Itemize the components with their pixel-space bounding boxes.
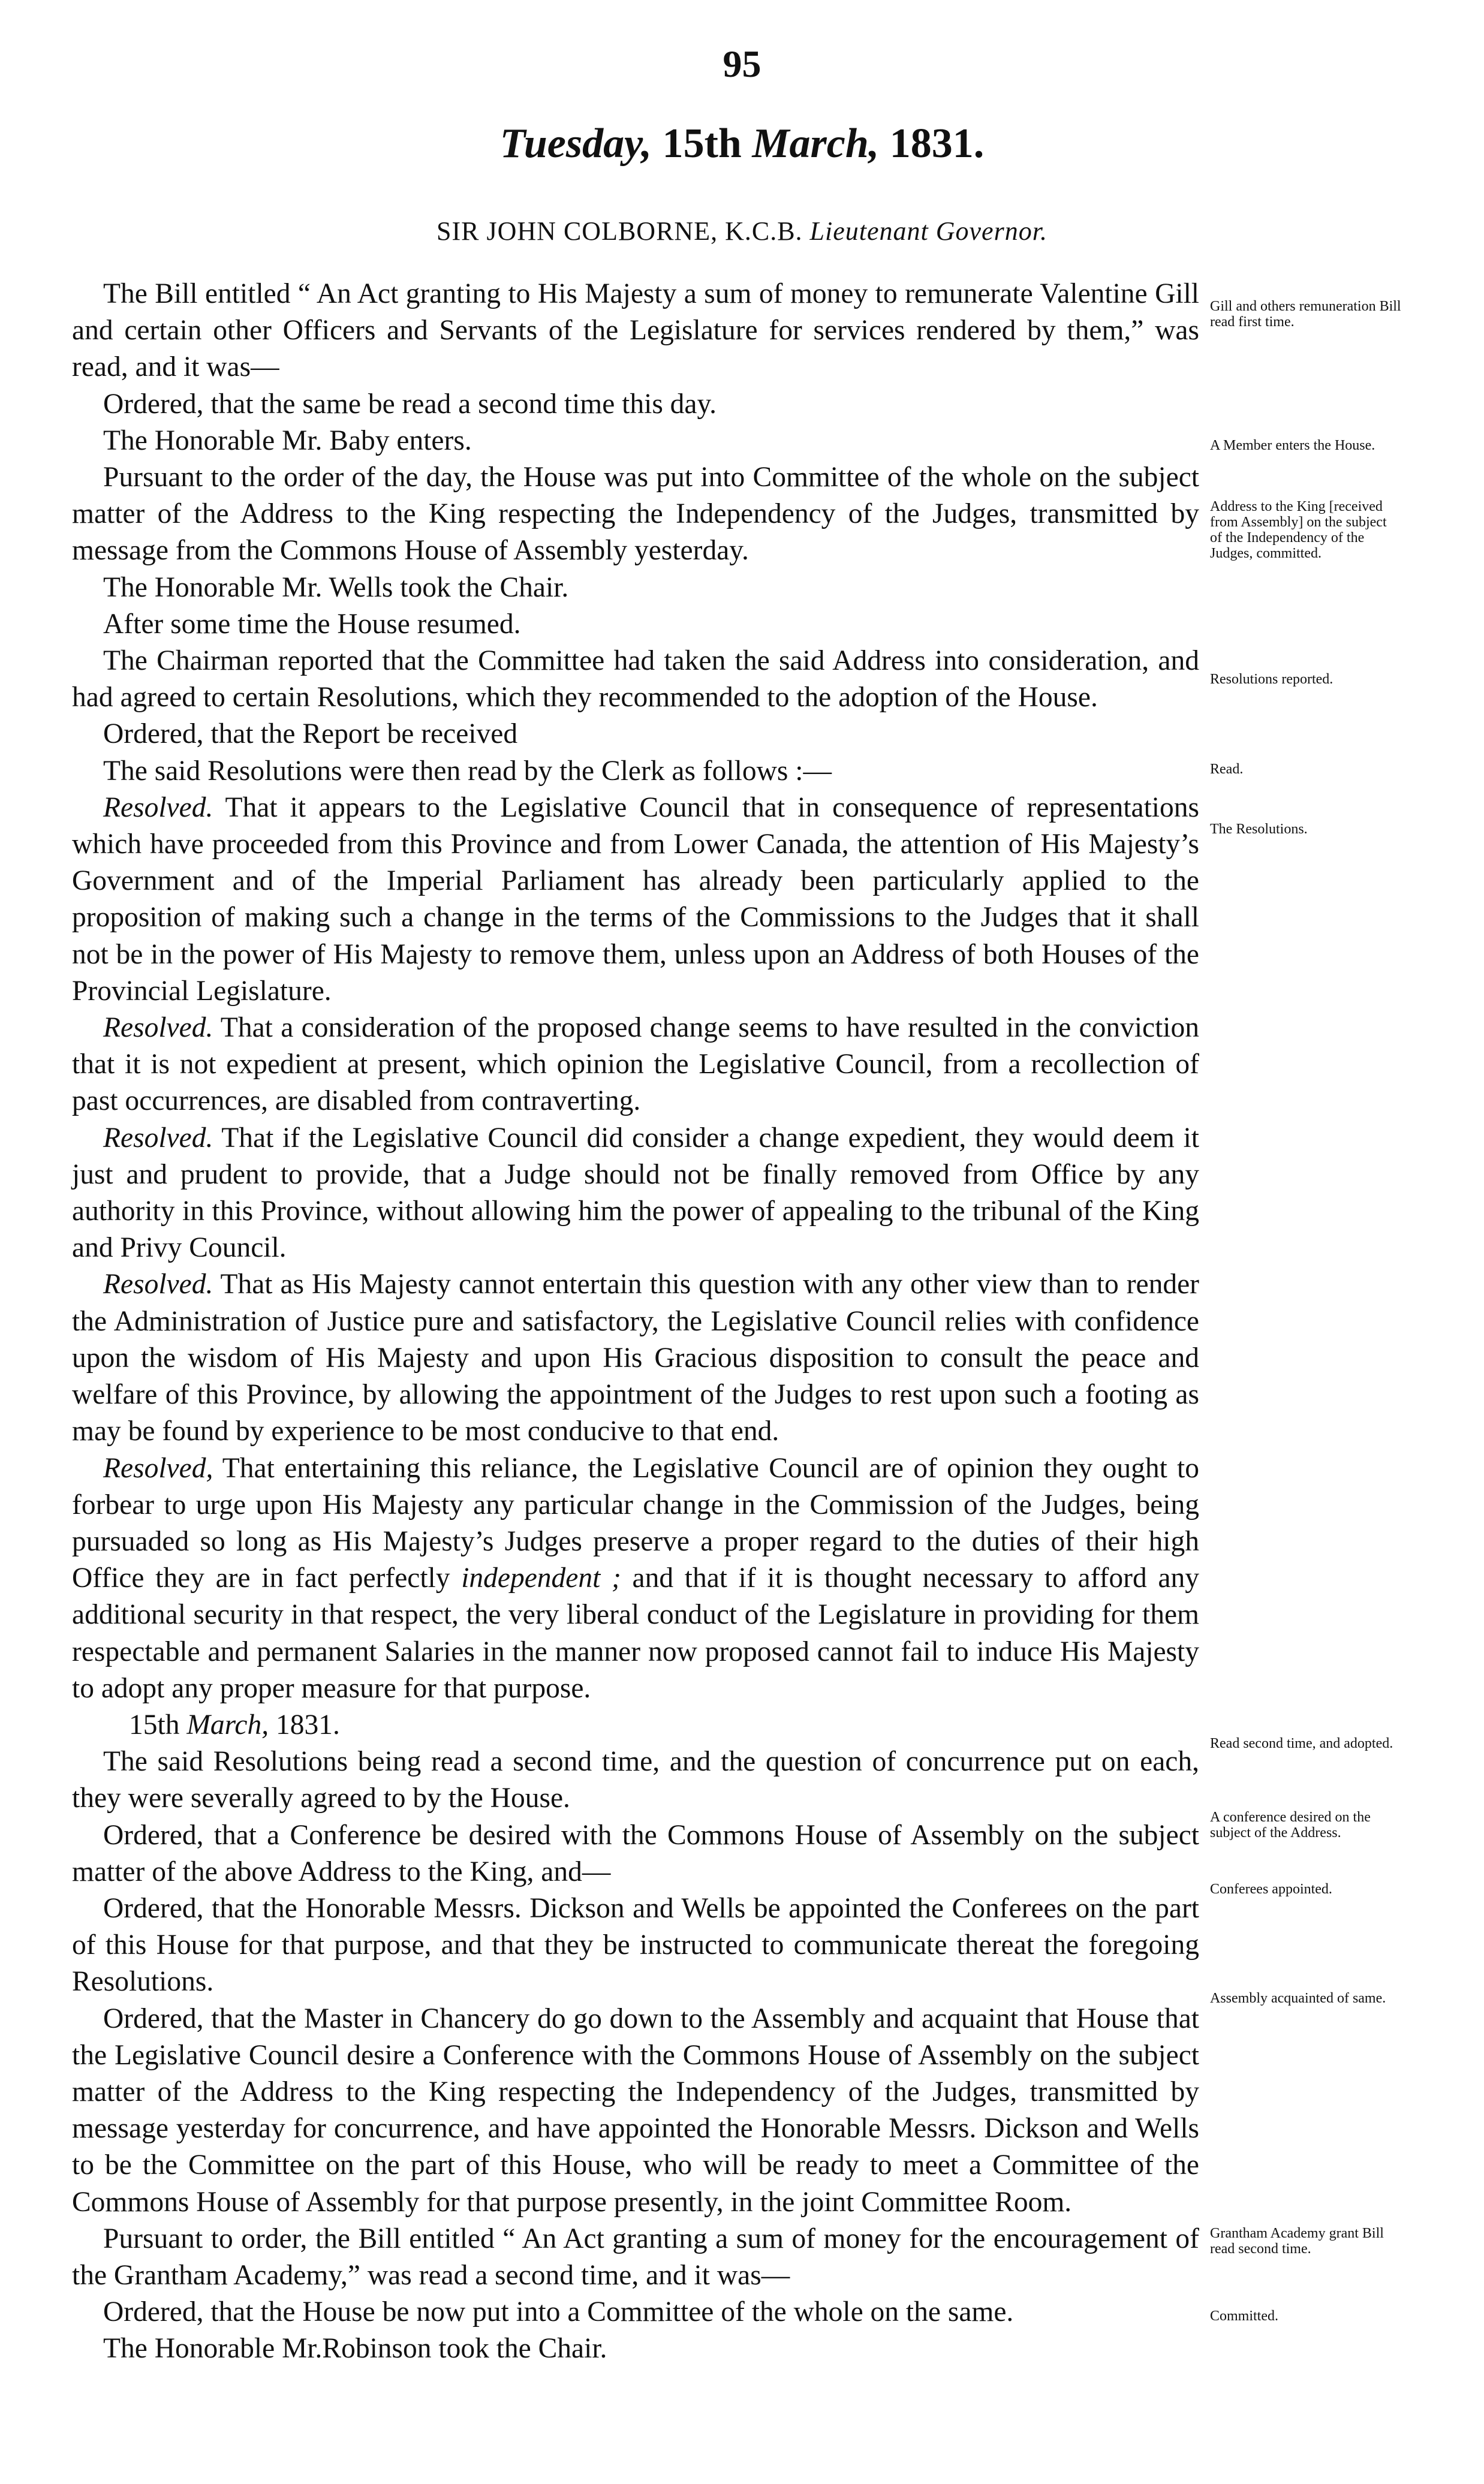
resolution-text: and that if it is thought necessary to afford any additional security in that respect, the very liberal conduct of the Legislature in providing for them respectable and permanent Salaries in the manner now proposed cannot fail to induce His Majesty to adopt any proper measure for that purpose.: [72, 1562, 1199, 1704]
date-heading-month: March,: [752, 121, 880, 167]
governor-title: Lieutenant Governor.: [809, 216, 1047, 246]
margin-note-committed: Committed.: [1210, 2308, 1278, 2324]
resolutions-date-prefix: 15th: [129, 1709, 187, 1741]
paragraph-chair: The Honorable Mr. Wells took the Chair.: [103, 571, 569, 603]
date-heading-year: 1831.: [879, 121, 985, 167]
resolution-emphasis: independent ;: [461, 1562, 621, 1594]
paragraph-assembly-acquainted: Ordered, that the Master in Chancery do go down to the Assembly and acquaint that House that the Legislative Council desire a Conference with the Commons House of Assembly on the subject matter of the Address to the King respecting the Independency of the Judges, transmitted by message yesterday for concurrence, and have appointed the Honorable Messrs. Dickson and Wells to be the Committee on the part of this House, who will be ready to meet a Committee of the Commons House of Assembly for that purpose presently, in the joint Committee Room.: [72, 2003, 1199, 2218]
paragraph-grantham-bill: Pursuant to order, the Bill entitled “ An Act granting a sum of money for the encouragement of the Grantham Academy,” was read a second time, and it was—: [72, 2223, 1199, 2291]
resolution-5: [72, 1450, 1199, 1707]
paragraph-conference-desired: Ordered, that a Conference be desired with the Commons House of Assembly on the subject matter of the above Address to the King, and—: [72, 1819, 1199, 1887]
governor-name: SIR JOHN COLBORNE, K.C.B.: [437, 216, 810, 246]
resolution-label: Resolved.: [103, 1269, 213, 1300]
date-heading-date: 15th: [652, 121, 752, 167]
resolution-1: [72, 790, 1199, 1010]
resolution-text: That it appears to the Legislative Council that in consequence of representations which have proceeded from this Province and from Lower Canada, the attention of His Majesty’s Government and of the Imperial Parliament has already been particularly applied to the proposition of making such a change in the terms of the Commissions to the Judges that it shall not be in the power of His Majesty to remove them, unless upon an Address of both Houses of the Provincial Legislature.: [72, 791, 1199, 1007]
resolution-text: That entertaining this reliance, the Legislative Council are of opinion they ought to forbear to urge upon His Majesty any particular change in the Commission of the Judges, being pursuaded so long as His Majesty’s Judges preserve a proper regard to the duties of their high Office they are in fact perfectly: [72, 1452, 1199, 1594]
paragraph-committee-of-whole: Pursuant to the order of the day, the House was put into Committee of the whole on the subject matter of the Address to the King respecting the Independency of the Judges, transmitted by message from the Commons House of Assembly yesterday.: [72, 462, 1199, 567]
paragraph-chairman-report: The Chairman reported that the Committee had taken the said Address into consideration, and had agreed to certain Resolutions, which they recommended to the adoption of the House.: [72, 645, 1199, 713]
margin-note-address-committed: Address to the King [received from Assembly] on the subject of the Independency of the Judges, committed.: [1210, 499, 1387, 561]
resolution-label: Resolved.: [103, 791, 213, 823]
resolutions-date-month: March,: [186, 1709, 269, 1741]
margin-note-grantham-bill: Grantham Academy grant Bill read second time.: [1210, 2226, 1384, 2257]
margin-note-conferees: Conferees appointed.: [1210, 1881, 1332, 1897]
paragraph-report-received: Ordered, that the Report be received: [103, 718, 518, 750]
resolution-3: [72, 1120, 1199, 1267]
margin-note-resolutions-reported: Resolutions reported.: [1210, 672, 1334, 687]
paragraph-resolutions-read: The said Resolutions were then read by the Clerk as follows :—: [103, 755, 832, 787]
paragraph-order-second-reading: Ordered, that the same be read a second time this day.: [103, 388, 717, 420]
body-column: [72, 276, 1199, 2368]
resolutions-date-year: 1831.: [269, 1709, 340, 1741]
paragraph-gill-bill: The Bill entitled “ An Act granting to His Majesty a sum of money to remunerate Valentine Gill and certain other Officers and Servants of the Legislature for services rendered by them,” was read, and it was—: [72, 278, 1199, 383]
paragraph-house-resumed: After some time the House resumed.: [103, 608, 521, 640]
page-number: 95: [723, 43, 761, 85]
margin-note-gill-bill: Gill and others remuneration Bill read first time.: [1210, 299, 1401, 330]
resolutions-date: [72, 1707, 1199, 1744]
margin-note-member-enters: A Member enters the House.: [1210, 438, 1375, 453]
date-heading-day: Tuesday,: [499, 121, 652, 167]
resolution-text: That if the Legislative Council did consider a change expedient, they would deem it just and prudent to provide, that a Judge should not be finally removed from Office by any authority in this Province, without allowing him the power of appealing to the tribunal of the King and Privy Council.: [72, 1122, 1199, 1264]
resolution-text: That as His Majesty cannot entertain this question with any other view than to render the Administration of Justice pure and satisfactory, the Legislative Council relies with confidence upon the wisdom of His Majesty and upon His Gracious disposition to consult the peace and welfare of this Province, by allowing the appointment of the Judges to rest upon such a footing as may be found by experience to be most conducive to that end.: [72, 1269, 1199, 1447]
paragraph-robinson-chair: The Honorable Mr.Robinson took the Chair.: [103, 2333, 607, 2365]
paragraph-member-enters: The Honorable Mr. Baby enters.: [103, 424, 472, 456]
resolution-2: [72, 1010, 1199, 1120]
paragraph-committed: Ordered, that the House be now put into a Committee of the whole on the same.: [103, 2296, 1014, 2328]
resolution-text: That a consideration of the proposed change seems to have resulted in the conviction that it is not expedient at present, which opinion the Legislative Council, from a recollection of past occurrences, are disabled from contraverting.: [72, 1012, 1199, 1117]
resolution-label: Resolved.: [103, 1122, 213, 1154]
margin-note-the-resolutions: The Resolutions.: [1210, 821, 1308, 837]
margin-note-read: Read.: [1210, 761, 1244, 777]
resolution-label: Resolved.: [103, 1012, 213, 1044]
margin-note-conference-desired: A conference desired on the subject of the Address.: [1210, 1809, 1371, 1841]
resolution-4: [72, 1266, 1199, 1450]
governor-line: [0, 216, 1484, 246]
date-heading: [0, 120, 1484, 168]
resolution-label: Resolved,: [103, 1452, 213, 1484]
paragraph-conferees-appointed: Ordered, that the Honorable Messrs. Dickson and Wells be appointed the Conferees on the part of this House for that purpose, and that they be instructed to communicate thereat the foregoing Resolutions.: [72, 1892, 1199, 1998]
margin-note-assembly-acquainted: Assembly acquainted of same.: [1210, 1991, 1386, 2006]
paragraph-resolutions-adopted: The said Resolutions being read a second time, and the question of concurrence put on each, they were severally agreed to by the House.: [72, 1746, 1199, 1814]
margin-note-read-second-time: Read second time, and adopted.: [1210, 1736, 1393, 1751]
